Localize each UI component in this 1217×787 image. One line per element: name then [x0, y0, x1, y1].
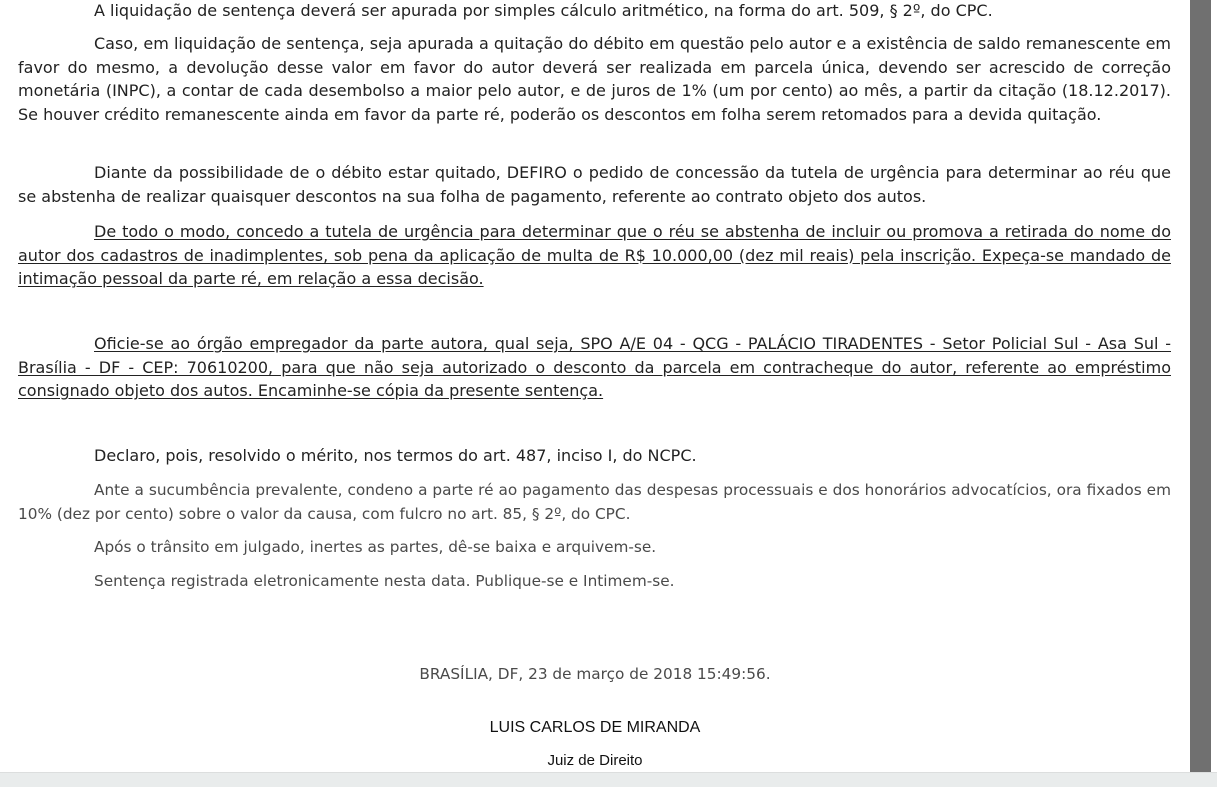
paragraph-oficie-se: Oficie-se ao órgão empregador da parte autora, qual seja, SPO A/E 04 - QCG - PALÁCIO TIRADENTES - Setor Policial Sul - Asa Sul - Brasília - DF - CEP: 70610200, para que não seja autorizado o desconto da parcela em contracheque do autor, referente ao empréstimo consignado objeto dos autos. Encaminhe-se cópia da presente sentença. — [18, 334, 1171, 400]
paragraph-declaro: Declaro, pois, resolvido o mérito, nos termos do art. 487, inciso I, do NCPC. — [94, 446, 697, 465]
paragraph-caso-liquidacao: Caso, em liquidação de sentença, seja apurada a quitação do débito em questão pelo autor e a existência de saldo remanescente em favor do mesmo, a devolução desse valor em favor do autor deverá ser realizada em parcela única, devendo ser acrescido de correção monetária (INPC), a contar de cada desembolso a maior pelo autor, e de juros de 1% (um por cento) ao mês, a partir da citação (18.12.2017). Se houver crédito remanescente ainda em favor da parte ré, poderão os descontos em folha serem retomados para a devida quitação. — [18, 34, 1171, 124]
paragraph-sucumbencia: Ante a sucumbência prevalente, condeno a parte ré ao pagamento das despesas processuais e dos honorários advocatícios, ora fixados em 10% (dez por cento) sobre o valor da causa, com fulcro no art. 85, § 2º, do CPC. — [18, 481, 1171, 523]
paragraph-defiro: Diante da possibilidade de o débito estar quitado, DEFIRO o pedido de concessão da tutela de urgência para determinar ao réu que se abstenha de realizar quaisquer descontos na sua folha de pagamento, referente ao contrato objeto dos autos. — [18, 163, 1171, 206]
scrollbar-thumb[interactable] — [1190, 0, 1211, 772]
paragraph-tutela-urgencia: De todo o modo, concedo a tutela de urgência para determinar que o réu se abstenha de incluir ou promova a retirada do nome do autor dos cadastros de inadimplentes, sob pena da aplicação de multa de R$ 10.000,00 (dez mil reais) pela inscrição. Expeça-se mandado de intimação pessoal da parte ré, em relação a essa decisão. — [18, 222, 1171, 288]
paragraph-liquidacao: A liquidação de sentença deverá ser apurada por simples cálculo aritmético, na forma do art. 509, § 2º, do CPC. — [94, 1, 993, 20]
place-date: BRASÍLIA, DF, 23 de março de 2018 15:49:56. — [419, 665, 771, 683]
paragraph-transito-julgado: Após o trânsito em julgado, inertes as partes, dê-se baixa e arquivem-se. — [94, 538, 657, 556]
judge-name: LUIS CARLOS DE MIRANDA — [489, 719, 701, 736]
judge-title: Juiz de Direito — [547, 752, 643, 769]
paragraph-sentenca-registrada: Sentença registrada eletronicamente nesta data. Publique-se e Intimem-se. — [94, 572, 675, 590]
horizontal-scrollbar[interactable] — [0, 772, 1217, 787]
